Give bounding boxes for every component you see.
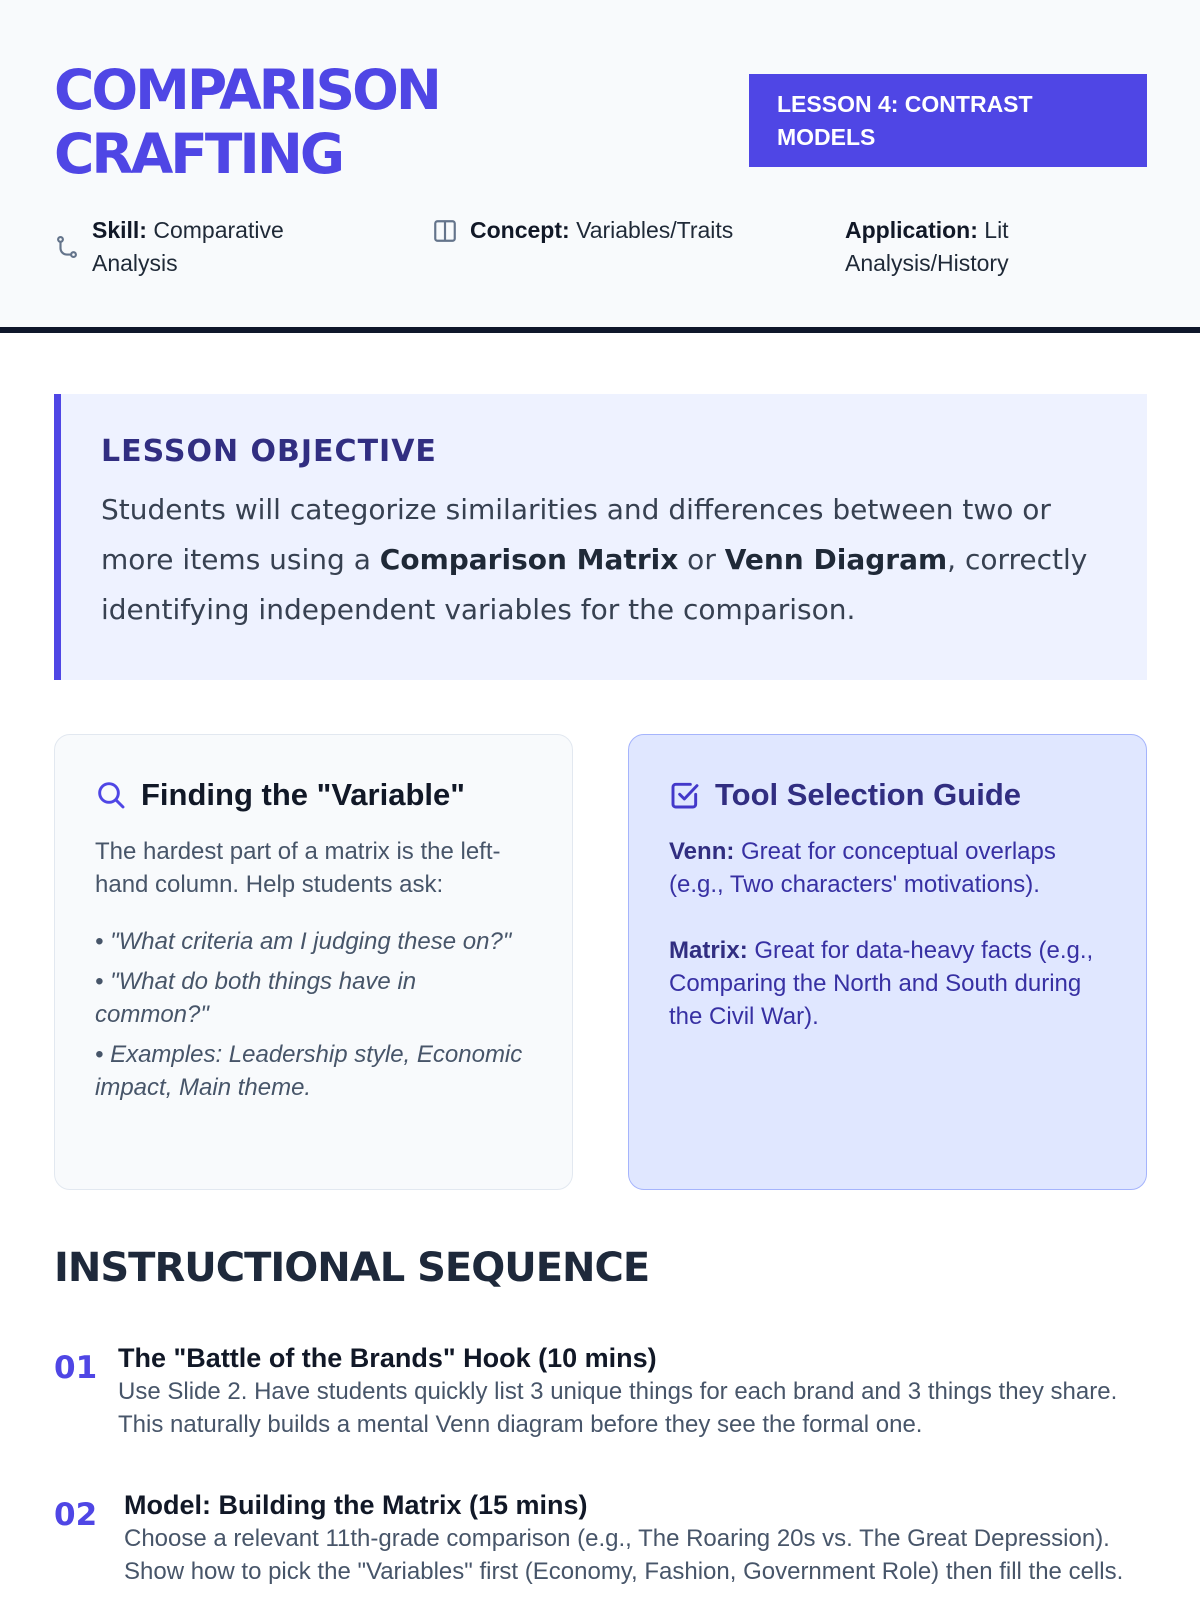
variable-card xyxy=(54,734,573,1190)
header xyxy=(0,0,1200,333)
objective-bold-venn: Venn Diagram xyxy=(724,543,948,576)
list-item: • Examples: Leadership style, Economic impact, Main theme. xyxy=(95,1041,523,1101)
objective-text-1: Students will categorize similarities and differences between two or more items using a xyxy=(101,493,1051,576)
variable-card-bullets xyxy=(95,925,532,1104)
skill-label: Skill: xyxy=(92,217,147,243)
variable-card-header xyxy=(95,777,532,813)
tool-card-title: Tool Selection Guide xyxy=(715,777,1022,812)
tool-card-header xyxy=(669,777,1106,813)
venn-label: Venn: xyxy=(669,838,735,865)
sequence-step xyxy=(54,1489,1154,1588)
step-number: 01 xyxy=(54,1350,98,1386)
sequence-step xyxy=(54,1342,1154,1441)
matrix-text: Great for data-heavy facts (e.g., Comparing the North and South during the Civil War). xyxy=(669,937,1094,1030)
concept-label: Concept: xyxy=(470,217,570,243)
objective-text xyxy=(101,485,1107,635)
meta-concept xyxy=(432,214,812,247)
page-title xyxy=(54,58,439,186)
list-item: • "What criteria am I judging these on?" xyxy=(95,928,512,955)
tool-matrix xyxy=(669,934,1106,1033)
step-title: Model: Building the Matrix (15 mins) xyxy=(124,1490,588,1520)
search-icon xyxy=(95,779,127,811)
venn-text: Great for conceptual overlaps (e.g., Two characters' motivations). xyxy=(669,838,1056,898)
lesson-badge: LESSON 4: CONTRAST MODELS xyxy=(749,74,1147,167)
checkbox-icon xyxy=(669,779,701,811)
step-title: The "Battle of the Brands" Hook (10 mins) xyxy=(118,1343,657,1373)
application-value: Lit Analysis/History xyxy=(845,217,1009,276)
lesson-objective xyxy=(54,394,1147,680)
objective-text-2: or xyxy=(678,543,725,576)
variable-card-intro: The hardest part of a matrix is the left-hand column. Help students ask: xyxy=(95,838,501,898)
objective-text-3: , correctly identifying independent variables for the comparison. xyxy=(101,543,1088,626)
meta-application xyxy=(845,214,1165,280)
objective-heading: LESSON OBJECTIVE xyxy=(101,434,437,469)
list-item: • "What do both things have in common?" xyxy=(95,968,417,1028)
tool-venn xyxy=(669,835,1106,901)
step-description: Choose a relevant 11th-grade comparison (e.g., The Roaring 20s vs. The Great Depression). Show how to pick the "Variables" first (Economy, Fashion, Government Role) then fill the cells. xyxy=(124,1525,1124,1585)
branch-icon xyxy=(54,234,80,260)
meta-skill xyxy=(54,214,354,280)
objective-bold-matrix: Comparison Matrix xyxy=(379,543,679,576)
application-label: Application: xyxy=(845,217,978,243)
sequence-heading: INSTRUCTIONAL SEQUENCE xyxy=(54,1245,650,1291)
columns-icon xyxy=(432,218,458,244)
step-number: 02 xyxy=(54,1497,98,1533)
variable-card-title: Finding the "Variable" xyxy=(141,777,465,812)
skill-value: Comparative Analysis xyxy=(92,217,284,276)
title-line-2: CRAFTING xyxy=(54,122,343,186)
step-description: Use Slide 2. Have students quickly list 3 unique things for each brand and 3 things they share. This naturally builds a mental Venn diagram before they see the formal one. xyxy=(118,1378,1118,1438)
concept-value: Variables/Traits xyxy=(576,217,734,243)
tool-card xyxy=(628,734,1147,1190)
title-line-1: COMPARISON xyxy=(54,58,439,122)
matrix-label: Matrix: xyxy=(669,937,748,964)
